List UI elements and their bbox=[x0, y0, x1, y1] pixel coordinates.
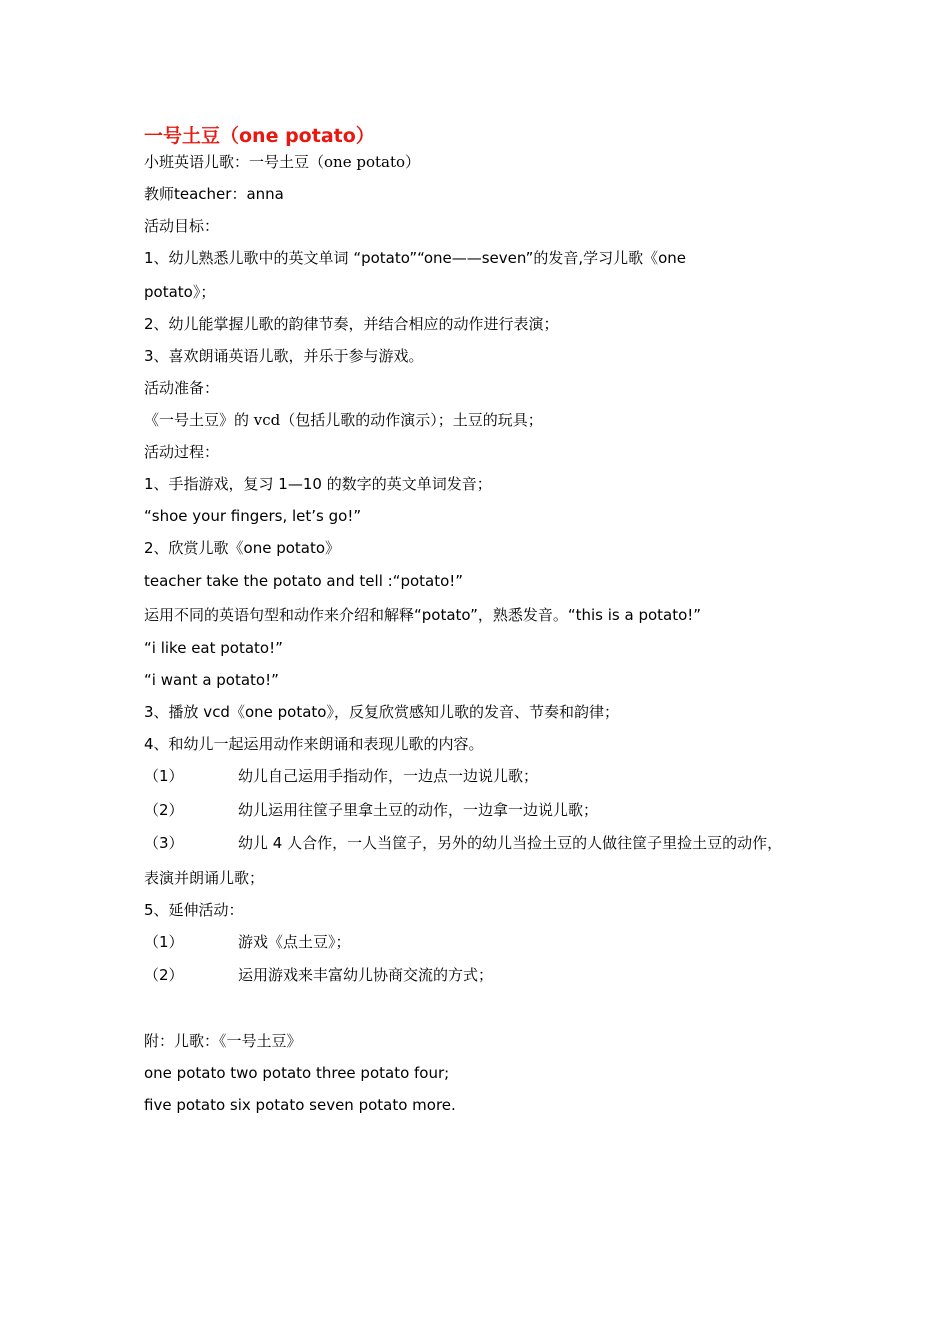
sub-item-number: （1） bbox=[144, 933, 184, 951]
sub-item-text: 幼儿 4 人合作，一人当筐子，另外的幼儿当捡土豆的人做往筐子里捡土豆的动作， bbox=[238, 834, 783, 852]
process-item-4: 4、和幼儿一起运用动作来朗诵和表现儿歌的内容。 bbox=[144, 735, 484, 753]
section-heading-process: 活动过程： bbox=[144, 443, 220, 461]
goal-item-1-cont: potato》； bbox=[144, 283, 216, 301]
sub-item-text: 运用游戏来丰富幼儿协商交流的方式； bbox=[238, 966, 494, 984]
prep-line: 《一号土豆》的 vcd（包括儿歌的动作演示）；土豆的玩具； bbox=[144, 411, 543, 429]
process-item-2-teacher: teacher take the potato and tell :“potato!” bbox=[144, 572, 464, 590]
teacher-line: 教师teacher：anna bbox=[144, 185, 284, 203]
sub-item-3-cont: 表演并朗诵儿歌； bbox=[144, 869, 265, 887]
process-item-1-quote: “shoe your fingers, let’s go!” bbox=[144, 507, 362, 525]
sub-item-text: 游戏《点土豆》； bbox=[238, 933, 351, 951]
appendix-heading: 附：儿歌：《一号土豆》 bbox=[144, 1032, 302, 1050]
goal-item-2: 2、幼儿能掌握儿歌的韵律节奏，并结合相应的动作进行表演； bbox=[144, 315, 559, 333]
song-line-2: five potato six potato seven potato more. bbox=[144, 1096, 456, 1114]
sub-item-number: （3） bbox=[144, 834, 184, 852]
subtitle-line: 小班英语儿歌：一号土豆（one potato） bbox=[144, 153, 420, 171]
document-title: 一号土豆（one potato） bbox=[144, 125, 375, 147]
process-item-3: 3、播放 vcd《one potato》，反复欣赏感知儿歌的发音、节奏和韵律； bbox=[144, 703, 619, 721]
sub-item-text: 幼儿自己运用手指动作，一边点一边说儿歌； bbox=[238, 767, 539, 785]
process-item-2: 2、欣赏儿歌《one potato》 bbox=[144, 539, 341, 557]
sub-item-number: （1） bbox=[144, 767, 184, 785]
process-item-2-quote-2: “i want a potato!” bbox=[144, 671, 279, 689]
goal-item-3: 3、喜欢朗诵英语儿歌，并乐于参与游戏。 bbox=[144, 347, 424, 365]
goal-item-1: 1、幼儿熟悉儿歌中的英文单词 “potato”“one——seven”的发音,学习儿歌《one bbox=[144, 249, 687, 267]
sub-item-text: 幼儿运用往筐子里拿土豆的动作，一边拿一边说儿歌； bbox=[238, 801, 599, 819]
sub-item-number: （2） bbox=[144, 801, 184, 819]
process-item-2-explain: 运用不同的英语句型和动作来介绍和解释“potato”，熟悉发音。“this is a potato!” bbox=[144, 606, 702, 624]
sub-item-number: （2） bbox=[144, 966, 184, 984]
song-line-1: one potato two potato three potato four; bbox=[144, 1064, 450, 1082]
process-item-5: 5、延伸活动： bbox=[144, 901, 244, 919]
process-item-1: 1、手指游戏，复习 1—10 的数字的英文单词发音； bbox=[144, 475, 492, 493]
process-item-2-quote-1: “i like eat potato!” bbox=[144, 639, 283, 657]
section-heading-goals: 活动目标： bbox=[144, 217, 220, 235]
section-heading-prep: 活动准备： bbox=[144, 379, 220, 397]
